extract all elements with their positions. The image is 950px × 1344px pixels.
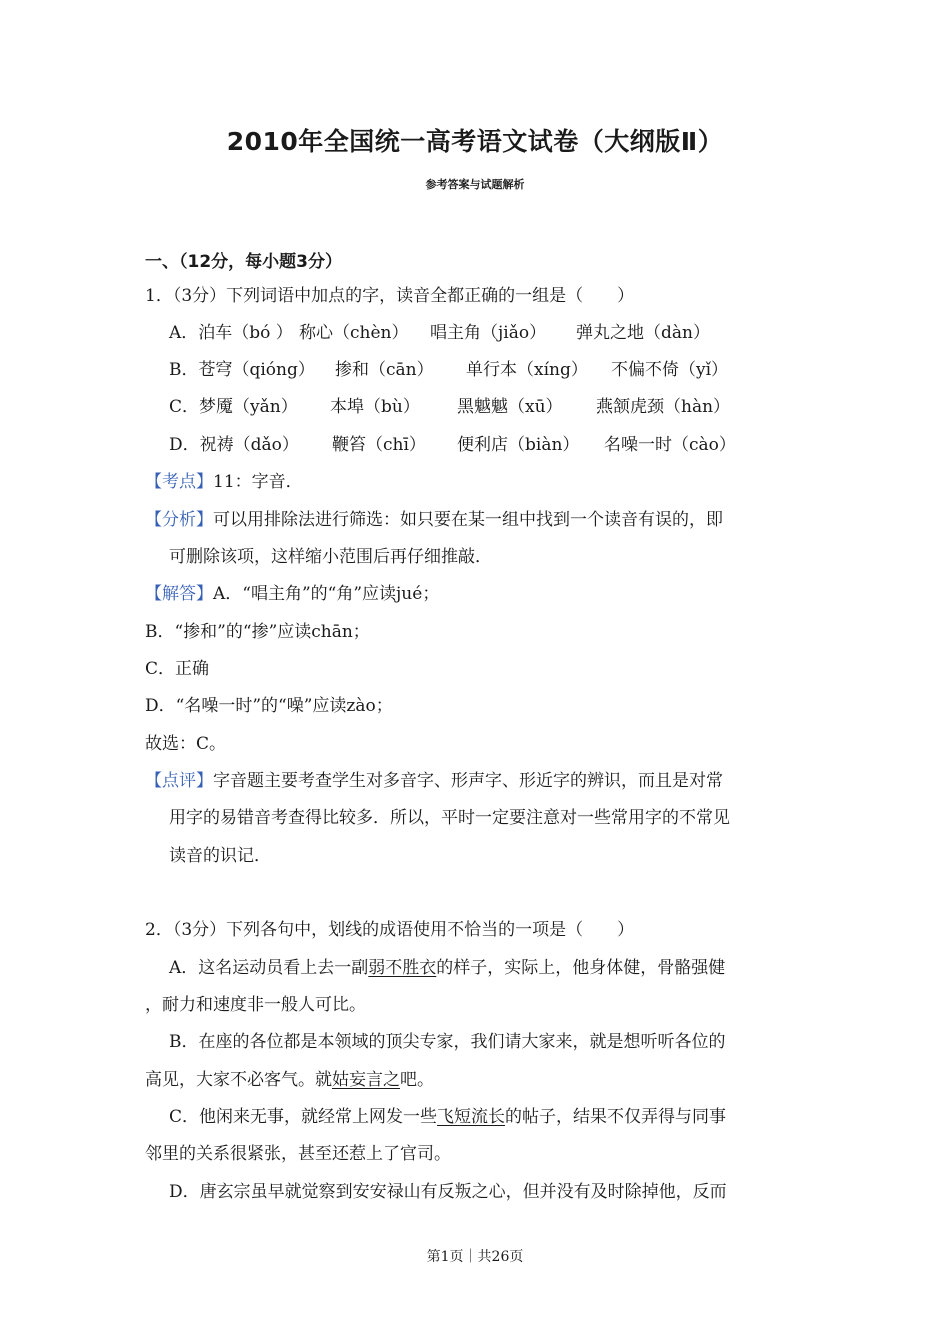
q1-dianping	[145, 769, 723, 793]
jieda-tag: 【解答】	[145, 584, 213, 604]
guxuan: 故选：C。	[145, 734, 227, 754]
q1-c-item-2: 本埠（bù）	[330, 397, 420, 417]
jieda-c: C．正确	[145, 659, 210, 679]
fenxi-tag: 【分析】	[145, 510, 213, 530]
page-footer: 第1页｜共26页	[426, 1249, 524, 1265]
q1-c-item-1: C．梦魇（yǎn）	[169, 397, 298, 417]
page-title: 2010年全国统一高考语文试卷（大纲版Ⅱ）	[226, 127, 724, 156]
q1-b-item-4: 不偏不倚（yǐ）	[611, 360, 729, 380]
q1-b-item-2: 掺和（cān）	[335, 360, 434, 380]
q2-option-d: D．唐玄宗虽早就觉察到安安禄山有反叛之心，但并没有及时除掉他，反而	[169, 1182, 727, 1202]
q1-c-item-3: 黑魆魆（xū）	[457, 397, 563, 417]
q1-option-a	[169, 321, 710, 345]
q2-c-underlined-idiom: 飞短流长	[437, 1107, 506, 1127]
q2-b-underlined-idiom: 姑妄言之	[332, 1070, 400, 1090]
q1-c-item-4: 燕颔虎颈（hàn）	[596, 397, 731, 417]
jieda-d: D．“名噪一时”的“噪”应读zào；	[145, 696, 393, 716]
q1-d-item-4: 名噪一时（cào）	[604, 435, 736, 455]
q1-d-item-3: 便利店（biàn）	[457, 435, 580, 455]
q1-stem: 1．（3分）下列词语中加点的字，读音全都正确的一组是（ ）	[145, 286, 635, 306]
q2-a-text-pre: A．这名运动员看上去一副	[169, 958, 369, 978]
q2-b-text-pre: 高见，大家不必客气。就	[145, 1070, 332, 1090]
kaodian-tag: 【考点】	[145, 472, 213, 492]
q2-option-b: B．在座的各位都是本领域的顶尖专家，我们请大家来，就是想听听各位的	[169, 1032, 726, 1052]
q2-stem: 2．（3分）下列各句中，划线的成语使用不恰当的一项是（ ）	[145, 920, 635, 940]
q2-c-text-pre: C．他闲来无事，就经常上网发一些	[169, 1107, 438, 1127]
q2-a-underlined-idiom: 弱不胜衣	[368, 958, 437, 978]
q2-option-c	[169, 1105, 726, 1129]
q1-kaodian	[145, 470, 303, 494]
q1-option-c	[169, 395, 730, 419]
q2-c-text-post: 的帖子，结果不仅弄得与同事	[505, 1107, 727, 1127]
q2-a-line-2: ，耐力和速度非一般人可比。	[145, 995, 366, 1015]
q1-b-item-1: B．苍穹（qióng）	[169, 360, 315, 380]
section-heading: 一、（12分，每小题3分）	[145, 252, 342, 272]
dianping-text-3: 读音的识记．	[169, 846, 271, 866]
page-subtitle: 参考答案与试题解析	[425, 178, 525, 191]
q1-d-item-1: D．祝祷（dǎo）	[169, 435, 299, 455]
dianping-text-1: 字音题主要考查学生对多音字、形声字、形近字的辨识，而且是对常	[213, 771, 723, 791]
q1-a-item-4: 弹丸之地（dàn）	[576, 323, 710, 343]
fenxi-text-1: 可以用排除法进行筛选：如只要在某一组中找到一个读音有误的，即	[213, 510, 723, 530]
q1-fenxi	[145, 508, 723, 532]
q2-a-text-post: 的样子，实际上，他身体健，骨骼强健	[436, 958, 726, 978]
q1-d-item-2: 鞭笞（chī）	[332, 435, 426, 455]
q1-a-item-1: A．泊车（bó ）	[169, 323, 293, 343]
jieda-a: A．“唱主角”的“角”应读jué；	[213, 584, 440, 604]
q1-b-item-3: 单行本（xíng）	[466, 360, 588, 380]
dianping-text-2: 用字的易错音考查得比较多．所以，平时一定要注意对一些常用字的不常见	[169, 808, 730, 828]
fenxi-text-2: 可删除该项，这样缩小范围后再仔细推敲．	[169, 547, 492, 567]
q2-b-line-2	[145, 1068, 434, 1092]
q2-option-a	[169, 956, 725, 980]
kaodian-text: 11：字音．	[213, 472, 303, 492]
q1-jieda	[145, 582, 439, 606]
q1-a-item-2: 称心（chèn）	[299, 323, 409, 343]
q2-c-line-2: 邻里的关系很紧张，甚至还惹上了官司。	[145, 1144, 451, 1164]
q1-option-d	[169, 433, 736, 457]
q1-a-item-3: 唱主角（jiǎo）	[430, 323, 547, 343]
jieda-b: B．“掺和”的“掺”应读chān；	[145, 622, 370, 642]
q2-b-text-post: 吧。	[400, 1070, 434, 1090]
dianping-tag: 【点评】	[145, 771, 213, 791]
q1-option-b	[169, 358, 728, 382]
